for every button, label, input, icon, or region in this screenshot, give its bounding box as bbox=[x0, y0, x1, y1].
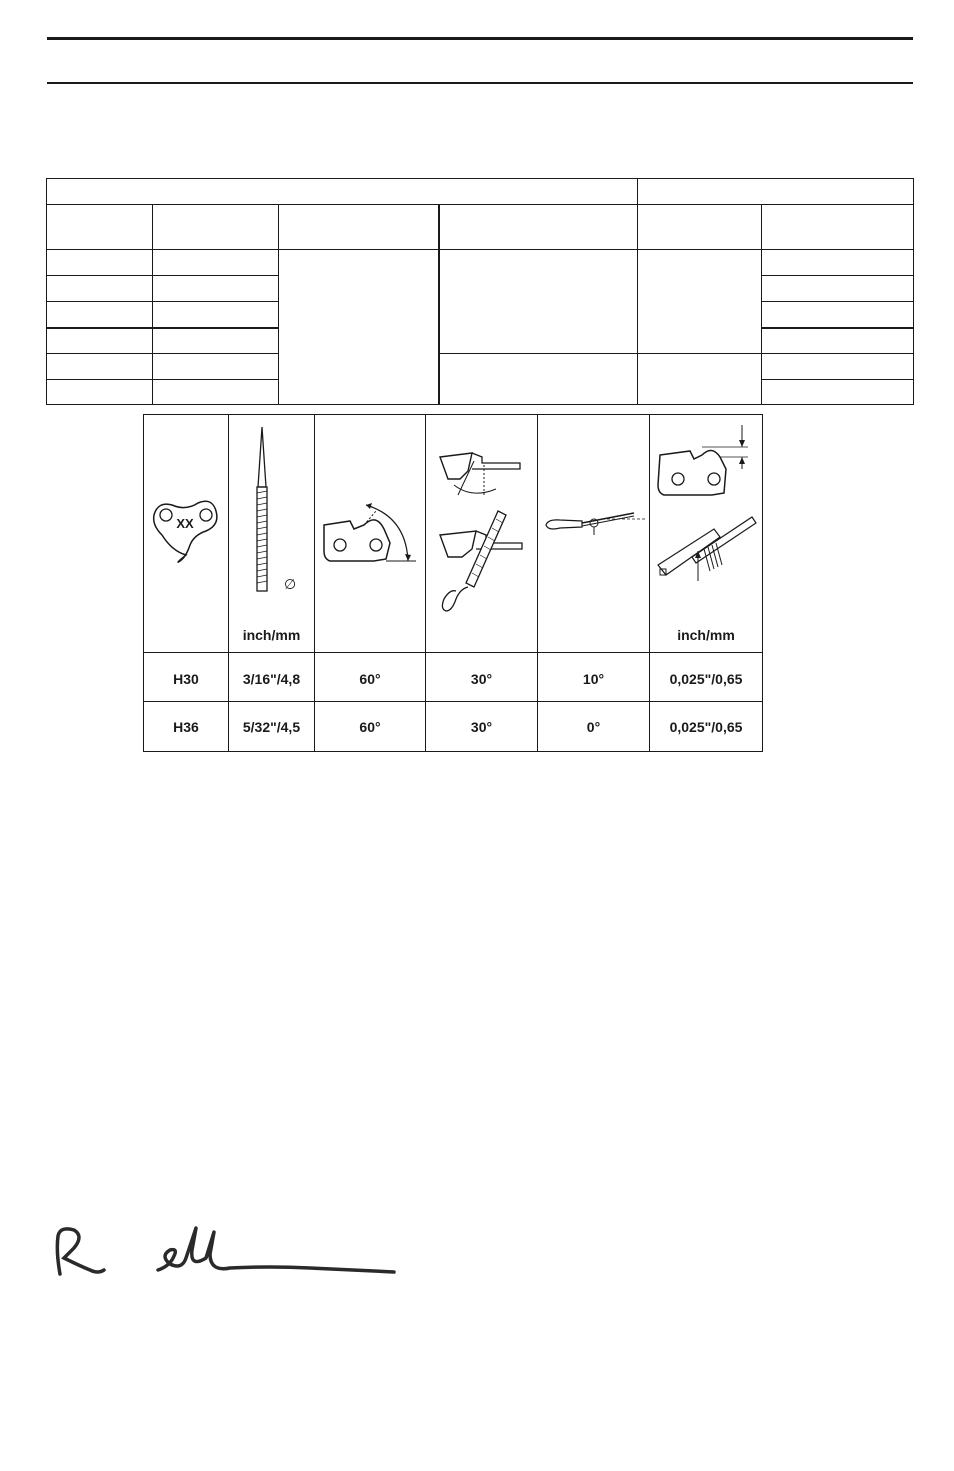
signature bbox=[50, 1222, 400, 1282]
depth-gauge-unit-label: inch/mm bbox=[677, 627, 735, 643]
side-plate-angle-icon bbox=[432, 439, 534, 617]
row-1-depth-angle: 10° bbox=[582, 671, 605, 687]
header-rule bbox=[47, 82, 913, 84]
diameter-symbol: ∅ bbox=[284, 577, 297, 593]
top-rule bbox=[47, 37, 913, 40]
row-1-top-angle: 60° bbox=[359, 671, 381, 687]
depth-gauge-icon bbox=[654, 421, 760, 593]
row-2-marking: H36 bbox=[173, 719, 199, 735]
round-file-icon bbox=[240, 423, 306, 595]
row-1-file-diameter: 3/16"/4,8 bbox=[242, 671, 301, 687]
file-diameter-unit-label: inch/mm bbox=[242, 627, 301, 643]
chain-link-marking: XX bbox=[176, 516, 194, 531]
row-1-depth-gauge: 0,025"/0,65 bbox=[669, 671, 743, 687]
row-2-file-diameter: 5/32"/4,5 bbox=[242, 719, 301, 735]
row-2-depth-angle: 0° bbox=[586, 719, 601, 735]
row-1-marking: H30 bbox=[173, 671, 199, 687]
row-1-side-angle: 30° bbox=[470, 671, 493, 687]
sharpening-table bbox=[143, 414, 763, 752]
spec-table bbox=[46, 178, 914, 405]
row-2-depth-gauge: 0,025"/0,65 bbox=[669, 719, 743, 735]
top-plate-angle-icon bbox=[320, 495, 422, 585]
file-holder-angle-icon bbox=[542, 503, 648, 543]
row-2-side-angle: 30° bbox=[470, 719, 493, 735]
chain-link-marking-illustration bbox=[150, 495, 222, 575]
row-2-top-angle: 60° bbox=[359, 719, 381, 735]
